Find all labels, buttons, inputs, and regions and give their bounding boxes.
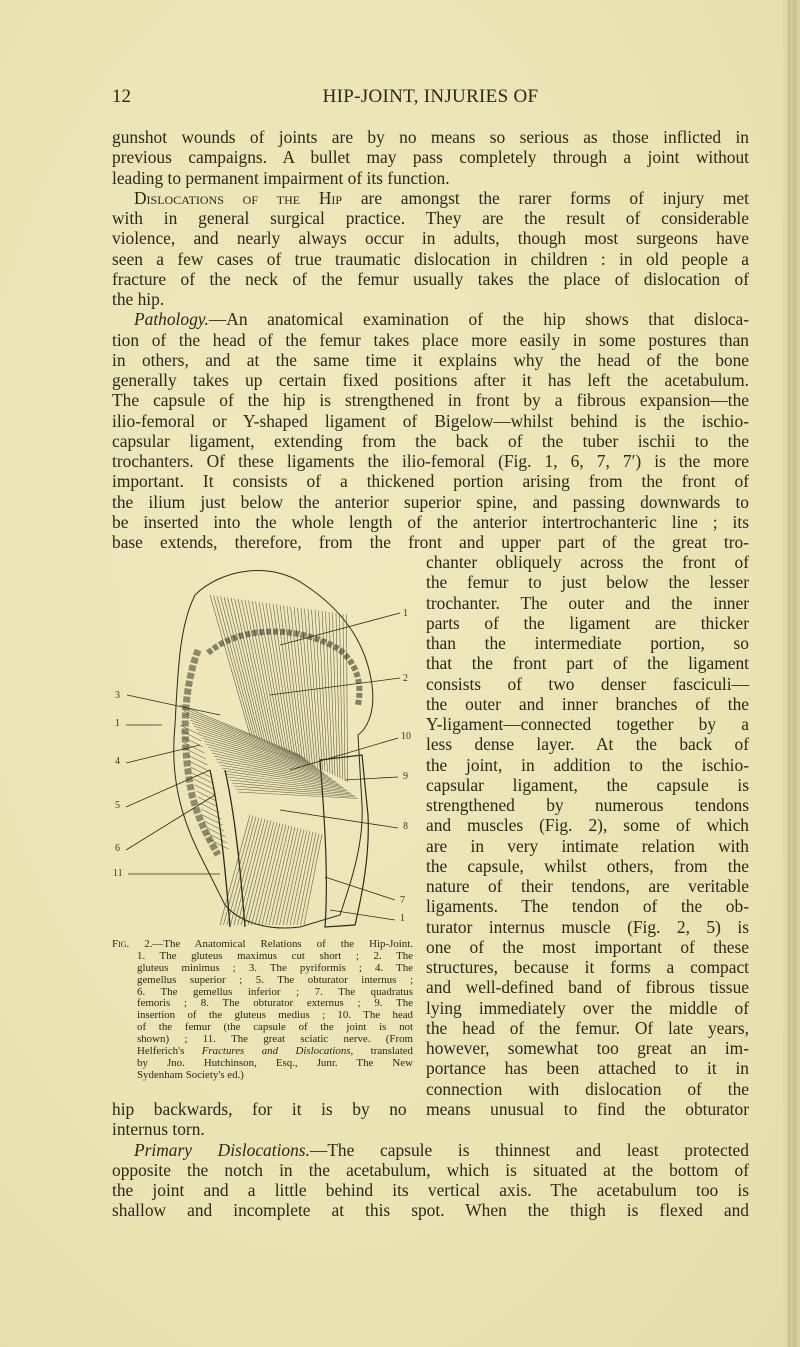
top-line: leading to permanent impairment of its function. [112,167,450,188]
column-line: capsular ligament, the capsule is [426,774,749,795]
hatch-stroke [305,609,318,768]
top-line [112,309,749,329]
hatch-stroke [248,821,274,925]
hatch-stroke [283,829,304,925]
hatch-stroke [343,614,345,781]
hatch-stroke [189,761,209,771]
italic-run: Fractures and Dislocations [201,1045,351,1058]
top-line: seen a few cases of true traumatic dislocation in children : in old people a [112,248,749,269]
text-run: are amongst the rarer forms of injury met [342,187,749,208]
caption-line: gemellus superior ; 5. The obturator internus ; [137,973,413,986]
column-line: the capsule, whilst others, from the [426,855,749,876]
page-edge-line [788,0,790,1347]
figure-label-1-bottom: 1 [400,913,405,924]
column-line: structures, because it forms a compact [426,957,749,977]
bottom-line [112,1140,749,1160]
body-text-top [112,127,749,552]
top-line: in others, and at the same time it explains why the head of the bone [112,349,749,370]
column-line: lying immediately over the middle of [426,997,749,1018]
caption-line: by Jno. Hutchinson, Esq., Junr. The New [137,1056,413,1069]
top-line: capsular ligament, extending from the back of the tuber ischii to the [112,430,749,451]
caption-line: insertion of the gluteus medius ; 10. The head [137,1009,413,1022]
page-edge [782,0,800,1347]
figure-label-3: 3 [115,690,120,701]
column-line: ligaments. The tendon of the ob- [426,896,749,917]
figure-label-1-left: 1 [115,718,120,729]
bottom-line: the joint and a little behind its vertical axis. The acetabulum too is [112,1180,749,1200]
hatch-stroke [196,729,316,767]
column-line: nature of their tendons, are veritable [426,876,749,896]
column-line: are in very intimate relation with [426,835,749,856]
column-line: parts of the ligament are thicker [426,612,749,633]
running-title: HIP-JOINT, INJURIES OF [322,86,539,107]
italic-run: Pathology. [134,309,209,330]
hatch-stroke [262,825,286,925]
top-line: fracture of the neck of the femur usually takes the place of dislocation of [112,268,749,289]
top-line: with in general surgical practice. They are the result of considerable [112,208,749,228]
hatch-stroke [273,827,296,925]
figure-label-1: 1 [403,608,408,619]
text-run: —The Anatomical Relations of the Hip-Joint. [152,938,413,950]
figure-label-9: 9 [403,771,408,782]
hatch-stroke [280,829,302,925]
body-text-column [426,552,749,1099]
column-line: turator internus muscle (Fig. 2, 5) is [426,916,749,937]
top-line: gunshot wounds of joints are by no means so serious as those inflicted in [112,127,749,147]
column-line: consists of two denser fasciculi— [426,673,749,694]
hatch-stroke [217,596,255,737]
column-line: the femur to just below the lesser [426,572,749,593]
top-line: tion of the head of the femur takes place more easily in some postures than [112,329,749,350]
hatch-stroke [252,822,278,925]
column-line: and muscles (Fig. 2), some of which [426,815,749,836]
top-line: important. It consists of a thickened portion arising from the front of [112,471,749,492]
bottom-line: hip backwards, for it is by no means unusual to find the obturator [112,1099,749,1119]
hatch-stroke [228,598,263,742]
small-caps-run: Fig. 2. [112,938,153,950]
column-line: connection with dislocation of the [426,1078,749,1099]
italic-run: Primary Dislocations. [134,1139,310,1160]
column-line: strengthened by numerous tendons [426,795,749,815]
top-line: be inserted into the whole length of the anterior intertrochanteric line ; its [112,511,749,532]
running-header [112,86,749,110]
figure-label-2: 2 [403,673,408,684]
column-line: less dense layer. At the back of [426,734,749,755]
figure-label-4: 4 [115,756,120,767]
column-line: one of the most important of these [426,936,749,957]
top-line: trochanters. Of these ligaments the ilio-femoral (Fig. 1, 6, 7, 7′) is the more [112,451,749,471]
top-line: ilio-femoral or Y-shaped ligament of Bigelow—whilst behind is the ischio- [112,410,749,431]
hatch-stroke [191,767,211,777]
hatch-stroke [195,785,215,795]
top-line: The capsule of the hip is strengthened in front by a fibrous expansion—the [112,390,749,411]
top-line: the hip. [112,289,165,309]
column-line: the joint, in addition to the ischio- [426,754,749,775]
hatch-stroke [241,820,268,925]
text-run: , translated [350,1045,414,1058]
column-line: the outer and inner branches of the [426,693,749,714]
column-line: chanter obliquely across the front of [426,552,749,572]
hip-joint-anatomical-illustration [100,555,420,940]
hatch-stroke [259,602,285,752]
caption-line: gluteus minimus ; 3. The pyriformis ; 4. The [137,961,413,974]
figure-caption [112,939,413,1082]
text-run: —An anatomical examination of the hip shows that disloca- [208,309,749,330]
figure-label-6: 6 [115,843,120,854]
text-run: —The capsule is thinnest and least protected [309,1139,749,1160]
column-line: the head of the femur. Of late years, [426,1017,749,1038]
body-text-bottom [112,1099,749,1221]
hatch-stroke [192,773,212,783]
column-line: and well-defined band of fibrous tissue [426,977,749,998]
small-caps-run: Dislocations of the Hip [134,187,343,208]
top-line: base extends, therefore, from the front and upper part of the great tro- [112,532,749,552]
bottom-line: shallow and incomplete at this spot. When the thigh is flexed and [112,1200,749,1221]
text-run: Helferich's [137,1045,202,1058]
top-line: the ilium just below the anterior superior spine, and passing downwards to [112,491,749,512]
column-line: that the front part of the ligament [426,653,749,674]
hatch-stroke [242,600,273,746]
caption-line: shown) ; 11. The great sciatic nerve. (From [137,1033,413,1046]
figure-label-5: 5 [115,800,120,811]
hatch-stroke [184,711,304,758]
bottom-line: internus torn. [112,1119,205,1140]
figure-label-8: 8 [403,821,408,832]
top-line: generally takes up certain fixed positions after it has left the acetabulum. [112,370,749,390]
caption-line: of the femur (the capsule of the joint is not [137,1021,413,1034]
top-line: previous campaigns. A bullet may pass completely through a joint without [112,147,749,168]
column-line: Y-ligament—connected together by a [426,714,749,734]
hatch-stroke [194,779,214,789]
caption-line: Sydenham Society's ed.) [137,1068,244,1081]
column-line: however, somewhat too great an im- [426,1038,749,1058]
bottom-line: opposite the notch in the acetabulum, which is situated at the bottom of [112,1159,749,1180]
page-number: 12 [112,86,131,107]
top-line [112,188,749,208]
column-line: than the intermediate portion, so [426,633,749,653]
figure-label-11: 11 [113,868,123,879]
caption-line: femoris ; 8. The obturator externus ; 9. The [137,997,413,1010]
column-line: trochanter. The outer and the inner [426,592,749,613]
hatch-stroke [280,605,300,759]
hatch-stroke [245,821,272,925]
figure-label-7: 7 [400,895,405,906]
hatch-stroke [329,612,335,776]
top-line: violence, and nearly always occur in adults, though most surgeons have [112,228,749,249]
caption-line: 6. The gemellus inferior ; 7. The quadratus [137,985,413,998]
hatch-stroke [276,828,298,925]
hatch-stroke [180,705,300,755]
figure-label-10: 10 [401,731,411,742]
caption-line: 1. The gluteus maximus cut short ; 2. The [137,949,413,962]
hatch-stroke [200,735,320,770]
hatch-stroke [249,601,278,749]
column-line: portance has been attached to it in [426,1058,749,1079]
sacrum-edge [185,650,218,855]
